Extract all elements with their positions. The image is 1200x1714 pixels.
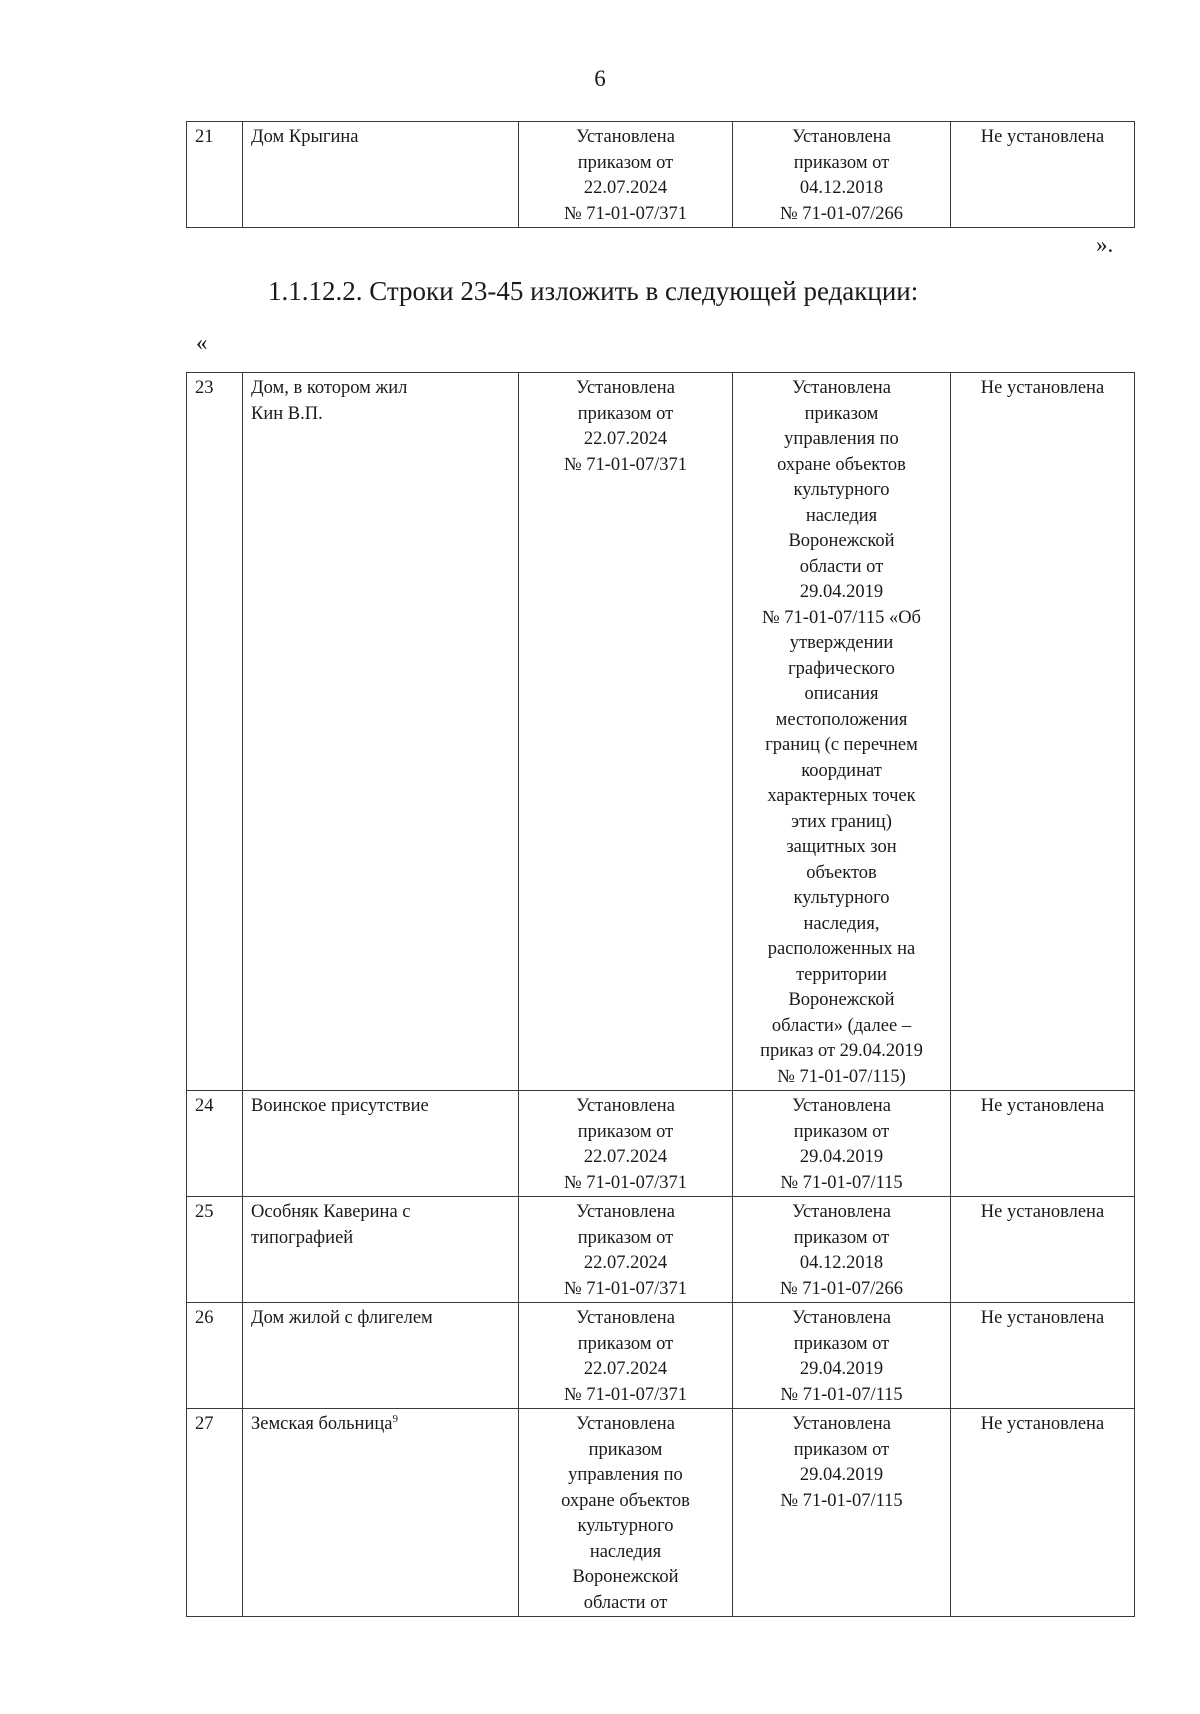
row-number: 24 bbox=[187, 1091, 243, 1197]
object-name bbox=[243, 373, 519, 1091]
row-number: 23 bbox=[187, 373, 243, 1091]
page-number: 6 bbox=[594, 66, 606, 91]
row-number: 25 bbox=[187, 1197, 243, 1303]
cell-line: Кин В.П. bbox=[251, 403, 323, 424]
cell-line: приказом bbox=[588, 1439, 663, 1460]
zone-boundaries-status bbox=[733, 1091, 951, 1197]
protection-zone-status bbox=[519, 1197, 733, 1303]
cell-line: Установлена bbox=[792, 1202, 891, 1222]
registry-table-main bbox=[186, 372, 1135, 1617]
cell-line: приказом от bbox=[577, 1333, 674, 1354]
cell-line: утверждении bbox=[789, 633, 894, 653]
cell-line: Установлена bbox=[576, 127, 675, 147]
cell-line: приказом от bbox=[793, 152, 890, 173]
cell-line: Дом, в котором жил bbox=[251, 378, 408, 398]
cell-line: приказом от bbox=[577, 152, 674, 173]
cell-line: № 71-01-07/115 bbox=[780, 1384, 903, 1405]
cell-line: объектов bbox=[806, 862, 877, 883]
cell-line: наследия, bbox=[803, 913, 880, 934]
cell-line: 04.12.2018 bbox=[799, 1253, 884, 1273]
cell-line: Особняк Каверина с bbox=[251, 1202, 411, 1222]
cell-line: Установлена bbox=[792, 1414, 891, 1434]
cell-line: 22.07.2024 bbox=[583, 1147, 668, 1167]
other-status: Не установлена bbox=[951, 1303, 1135, 1409]
object-name bbox=[243, 122, 519, 228]
cell-line: приказом bbox=[804, 403, 879, 424]
protection-zone-status bbox=[519, 373, 733, 1091]
cell-line: управления по bbox=[568, 1465, 683, 1485]
cell-line: приказом от bbox=[577, 1121, 674, 1142]
cell-line: приказом от bbox=[793, 1121, 890, 1142]
cell-line: Установлена bbox=[576, 1202, 675, 1222]
cell-line: приказом от bbox=[793, 1439, 890, 1460]
cell-line: № 71-01-07/115) bbox=[777, 1066, 906, 1087]
cell-line: охране объектов bbox=[561, 1490, 690, 1511]
cell-line: 22.07.2024 bbox=[583, 429, 668, 449]
cell-line: Воинское присутствие bbox=[251, 1096, 429, 1116]
cell-line: области» (далее – bbox=[771, 1015, 912, 1036]
cell-line: управления по bbox=[784, 429, 899, 449]
cell-line: культурного bbox=[793, 888, 890, 908]
row-number: 26 bbox=[187, 1303, 243, 1409]
cell-line: Дом жилой с флигелем bbox=[251, 1308, 433, 1328]
cell-line: графического bbox=[788, 658, 895, 679]
table-row bbox=[187, 1091, 1135, 1197]
cell-line: 29.04.2019 bbox=[799, 1465, 884, 1485]
cell-line: 22.07.2024 bbox=[583, 1359, 668, 1379]
other-status: Не установлена bbox=[951, 1197, 1135, 1303]
protection-zone-status bbox=[519, 1091, 733, 1197]
cell-line: № 71-01-07/115 «Об bbox=[762, 607, 921, 628]
zone-boundaries-status bbox=[733, 1303, 951, 1409]
cell-line: 29.04.2019 bbox=[799, 582, 884, 602]
cell-line: области от bbox=[583, 1592, 668, 1613]
cell-line: Воронежской bbox=[788, 990, 895, 1010]
cell-line: № 71-01-07/371 bbox=[564, 1384, 687, 1405]
cell-line: Земская больница$^9$ bbox=[251, 1412, 398, 1434]
cell-line: области от bbox=[799, 556, 884, 577]
cell-line: Дом Крыгина bbox=[251, 127, 359, 147]
zone-boundaries-status bbox=[733, 1409, 951, 1617]
protection-zone-status bbox=[519, 1409, 733, 1617]
opening-quote: « bbox=[196, 330, 208, 355]
cell-line: типографией bbox=[251, 1227, 354, 1248]
row-number: 27 bbox=[187, 1409, 243, 1617]
amendment-instruction: 1.1.12.2. Строки 23-45 изложить в следующей редакции: bbox=[268, 276, 919, 306]
cell-line: Установлена bbox=[792, 1096, 891, 1116]
footnote-mark: 9 bbox=[392, 1412, 398, 1425]
registry-table-top bbox=[186, 121, 1135, 228]
other-status: Не установлена bbox=[951, 1409, 1135, 1617]
cell-line: 04.12.2018 bbox=[799, 178, 884, 198]
cell-line: территории bbox=[796, 964, 887, 985]
cell-line: Установлена bbox=[792, 1308, 891, 1328]
cell-line: Установлена bbox=[576, 1096, 675, 1116]
object-name bbox=[243, 1303, 519, 1409]
cell-line: № 71-01-07/371 bbox=[564, 1278, 687, 1299]
other-status: Не установлена bbox=[951, 122, 1135, 228]
cell-line: № 71-01-07/371 bbox=[564, 1172, 687, 1193]
cell-line: приказ от 29.04.2019 bbox=[760, 1041, 923, 1061]
cell-line: культурного bbox=[577, 1516, 674, 1536]
cell-line: культурного bbox=[793, 480, 890, 500]
table-row bbox=[187, 1409, 1135, 1617]
cell-line: Установлена bbox=[792, 378, 891, 398]
object-name bbox=[243, 1409, 519, 1617]
cell-line: Воронежской bbox=[572, 1567, 679, 1587]
cell-line: местоположения bbox=[775, 709, 908, 730]
zone-boundaries-status bbox=[733, 122, 951, 228]
object-name bbox=[243, 1091, 519, 1197]
cell-line: приказом от bbox=[793, 1333, 890, 1354]
table-row bbox=[187, 1303, 1135, 1409]
cell-line: Воронежской bbox=[788, 531, 895, 551]
cell-line: № 71-01-07/266 bbox=[780, 203, 903, 224]
cell-line: защитных зон bbox=[786, 837, 897, 857]
cell-line: 22.07.2024 bbox=[583, 1253, 668, 1273]
table-row bbox=[187, 122, 1135, 228]
cell-line: Установлена bbox=[576, 1414, 675, 1434]
table-row bbox=[187, 373, 1135, 1091]
cell-line: № 71-01-07/115 bbox=[780, 1490, 903, 1511]
cell-line: приказом от bbox=[577, 1227, 674, 1248]
cell-line: № 71-01-07/371 bbox=[564, 454, 687, 475]
cell-line: 29.04.2019 bbox=[799, 1147, 884, 1167]
cell-line: расположенных на bbox=[767, 939, 916, 959]
row-number: 21 bbox=[187, 122, 243, 228]
cell-line: 22.07.2024 bbox=[583, 178, 668, 198]
cell-line: приказом от bbox=[793, 1227, 890, 1248]
object-name bbox=[243, 1197, 519, 1303]
cell-line: наследия bbox=[589, 1541, 662, 1562]
closing-quote: ». bbox=[1096, 232, 1114, 257]
cell-line: № 71-01-07/266 bbox=[780, 1278, 903, 1299]
cell-line: Установлена bbox=[792, 127, 891, 147]
cell-line: этих границ) bbox=[791, 811, 892, 832]
cell-line: координат bbox=[801, 760, 882, 781]
cell-line: характерных точек bbox=[767, 786, 916, 806]
protection-zone-status bbox=[519, 122, 733, 228]
table-row bbox=[187, 1197, 1135, 1303]
cell-line: 29.04.2019 bbox=[799, 1359, 884, 1379]
zone-boundaries-status bbox=[733, 1197, 951, 1303]
cell-line: охране объектов bbox=[777, 454, 906, 475]
cell-line: Установлена bbox=[576, 1308, 675, 1328]
cell-line: границ (с перечнем bbox=[765, 735, 918, 755]
other-status: Не установлена bbox=[951, 373, 1135, 1091]
cell-line: наследия bbox=[805, 505, 878, 526]
zone-boundaries-status bbox=[733, 373, 951, 1091]
cell-line: описания bbox=[804, 684, 879, 704]
cell-line: Установлена bbox=[576, 378, 675, 398]
other-status: Не установлена bbox=[951, 1091, 1135, 1197]
cell-line: приказом от bbox=[577, 403, 674, 424]
protection-zone-status bbox=[519, 1303, 733, 1409]
cell-line: № 71-01-07/115 bbox=[780, 1172, 903, 1193]
cell-line: № 71-01-07/371 bbox=[564, 203, 687, 224]
